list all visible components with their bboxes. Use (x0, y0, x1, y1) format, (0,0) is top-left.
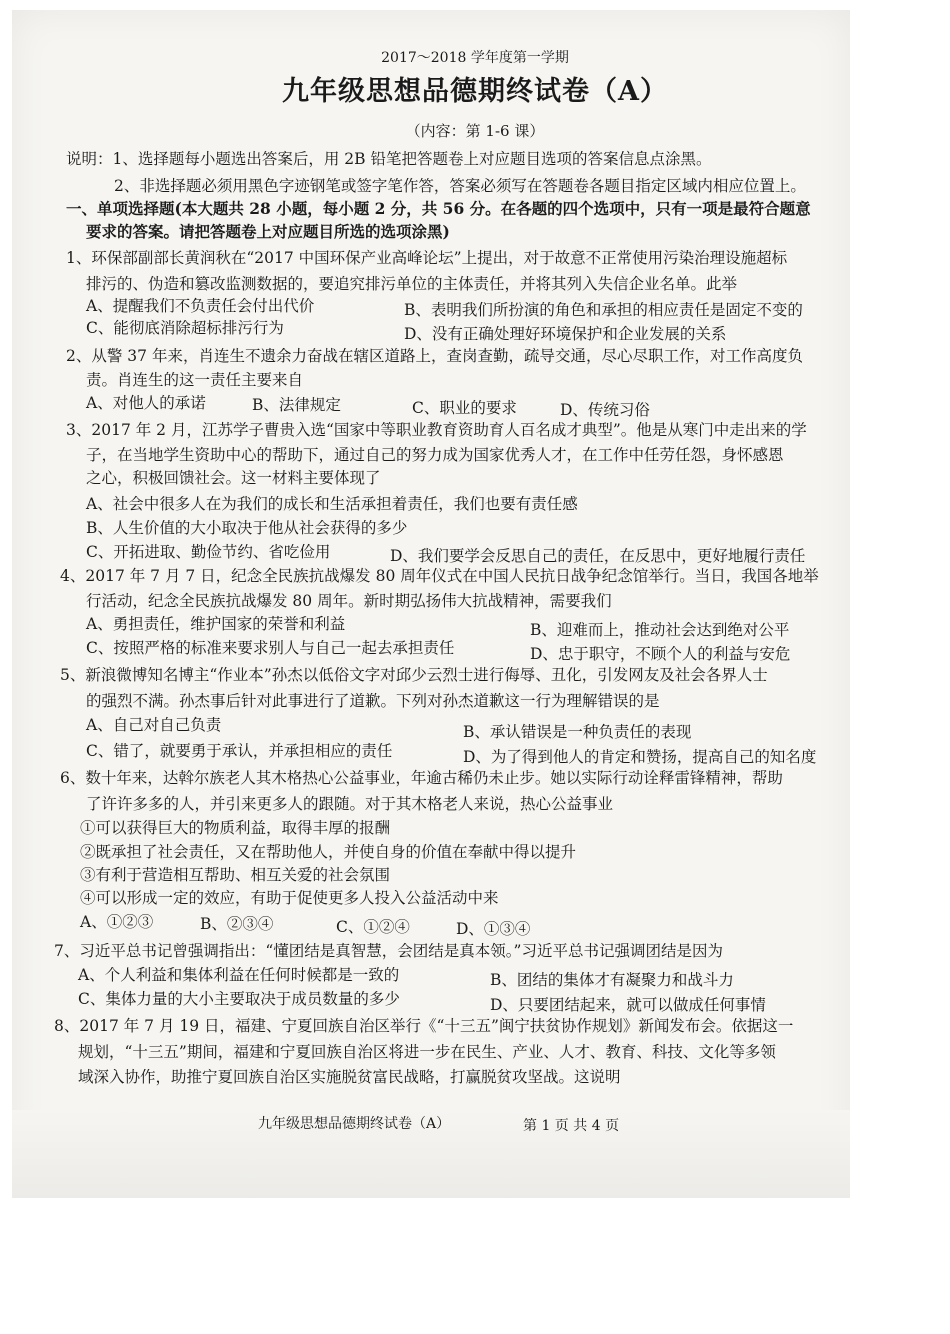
question-8-stem-1: 8、2017 年 7 月 19 日，福建、宁夏回族自治区举行《“十三五”闽宁扶贫协作规划》新闻发布会。依据这一 (54, 1017, 794, 1035)
question-4-option-c: C、按照严格的标准来要求别人与自己一起去承担责任 (86, 639, 455, 657)
question-3-option-d: D、我们要学会反思自己的责任，在反思中，更好地履行责任 (390, 547, 806, 565)
question-4-option-b: B、迎难而上，推动社会达到绝对公平 (530, 621, 790, 639)
question-3-option-b: B、人生价值的大小取决于他从社会获得的多少 (86, 519, 408, 537)
question-1-option-a: A、提醒我们不负责任会付出代价 (86, 297, 315, 315)
question-6-statement-1: ①可以获得巨大的物质利益，取得丰厚的报酬 (80, 819, 391, 837)
question-8-stem-2: 规划，“十三五”期间，福建和宁夏回族自治区将进一步在民生、产业、人才、教育、科技、文化等多领 (78, 1043, 776, 1061)
question-2-stem-1: 2、从警 37 年来，肖连生不遗余力奋战在辖区道路上，查岗查勤，疏导交通，尽心尽职工作，对工作高度负 (66, 347, 803, 365)
question-7-stem-1: 7、习近平总书记曾强调指出：“懂团结是真智慧，会团结是真本领。”习近平总书记强调团结是因为 (54, 942, 723, 960)
question-8-stem-3: 域深入协作，助推宁夏回族自治区实施脱贫富民战略，打赢脱贫攻坚战。这说明 (78, 1068, 621, 1086)
question-7-option-a: A、个人利益和集体利益在任何时候都是一致的 (78, 966, 400, 984)
instruction-line-1: 说明：1、选择题每小题选出答案后，用 2B 铅笔把答题卷上对应题目选项的答案信息点涂黑。 (66, 150, 712, 168)
question-5-stem-2: 的强烈不满。孙杰事后针对此事进行了道歉。下列对孙杰道歉这一行为理解错误的是 (86, 692, 660, 710)
question-4-option-d: D、忠于职守，不顾个人的利益与安危 (530, 645, 791, 663)
question-2-option-a: A、对他人的承诺 (86, 394, 206, 412)
question-3-stem-2: 子，在当地学生资助中心的帮助下，通过自己的努力成为国家优秀人才，在工作中任劳任怨，身怀感恩 (86, 446, 784, 464)
question-5-option-d: D、为了得到他人的肯定和赞扬，提高自己的知名度 (463, 748, 817, 766)
question-6-option-c: C、①②④ (336, 918, 410, 936)
term-line: 2017～2018 学年度第一学期 (381, 50, 569, 66)
question-2-stem-2: 责。肖连生的这一责任主要来自 (86, 371, 304, 389)
question-6-option-a: A、①②③ (80, 913, 154, 931)
content-scope: （内容：第 1-6 课） (405, 122, 545, 140)
question-1-stem-1: 1、环保部副部长黄润秋在“2017 中国环保产业高峰论坛”上提出，对于故意不正常使用污染治理设施超标 (66, 249, 788, 267)
question-6-stem-1: 6、数十年来，达斡尔族老人其木格热心公益事业，年逾古稀仍未止步。她以实际行动诠释雷锋精神，帮助 (60, 769, 783, 787)
question-1-option-d: D、没有正确处理好环境保护和企业发展的关系 (404, 325, 727, 343)
section-heading-2: 要求的答案。请把答题卷上对应题目所选的选项涂黑) (86, 222, 450, 241)
question-6-statement-3: ③有利于营造相互帮助、相互关爱的社会氛围 (80, 866, 391, 884)
page-number: 第 1 页 共 4 页 (523, 1118, 620, 1134)
question-6-statement-2: ②既承担了社会责任，又在帮助他人，并使自身的价值在奉献中得以提升 (80, 843, 577, 861)
question-4-stem-2: 行活动，纪念全民族抗战爆发 80 周年。新时期弘扬伟大抗战精神，需要我们 (86, 592, 612, 610)
question-1-option-b: B、表明我们所扮演的角色和承担的相应责任是固定不变的 (404, 301, 803, 319)
question-5-stem-1: 5、新浪微博知名博主“作业本”孙杰以低俗文字对邱少云烈士进行侮辱、丑化，引发网友及社会各界人士 (60, 666, 768, 684)
question-5-option-c: C、错了，就要勇于承认，并承担相应的责任 (86, 742, 393, 760)
exam-title: 九年级思想品德期终试卷（A） (282, 76, 668, 107)
question-2-option-d: D、传统习俗 (560, 401, 650, 419)
question-6-statement-4: ④可以形成一定的效应，有助于促使更多人投入公益活动中来 (80, 889, 499, 907)
footer-title: 九年级思想品德期终试卷（A） (258, 1116, 451, 1132)
question-7-option-c: C、集体力量的大小主要取决于成员数量的多少 (78, 990, 400, 1008)
question-6-option-b: B、②③④ (200, 915, 274, 933)
question-4-stem-1: 4、2017 年 7 月 7 日，纪念全民族抗战爆发 80 周年仪式在中国人民抗日战争纪念馆举行。当日，我国各地举 (60, 567, 819, 585)
question-3-option-a: A、社会中很多人在为我们的成长和生活承担着责任，我们也要有责任感 (86, 495, 578, 513)
question-1-stem-2: 排污的、伪造和篡改监测数据的，要追究排污单位的主体责任，并将其列入失信企业名单。此举 (86, 275, 738, 293)
instruction-line-2: 2、非选择题必须用黑色字迹钢笔或签字笔作答，答案必须写在答题卷各题目指定区域内相应位置上。 (114, 177, 806, 195)
question-7-option-d: D、只要团结起来，就可以做成任何事情 (490, 996, 766, 1014)
question-1-option-c: C、能彻底消除超标排污行为 (86, 319, 284, 337)
question-3-stem-1: 3、2017 年 2 月，江苏学子曹贵入选“国家中等职业教育资助育人百名成才典型”。他是从寒门中走出来的学 (66, 421, 807, 439)
question-5-option-a: A、自己对自己负责 (86, 716, 222, 734)
question-7-option-b: B、团结的集体才有凝聚力和战斗力 (490, 971, 734, 989)
section-heading-1: 一、单项选择题(本大题共 28 小题，每小题 2 分，共 56 分。在各题的四个选项中，只有一项是最符合题意 (66, 199, 811, 218)
question-6-stem-2: 了许许多多的人，并引来更多人的跟随。对于其木格老人来说，热心公益事业 (86, 795, 614, 813)
question-3-stem-3: 之心，积极回馈社会。这一材料主要体现了 (86, 469, 381, 487)
question-2-option-c: C、职业的要求 (412, 399, 517, 417)
question-5-option-b: B、承认错误是一种负责任的表现 (463, 723, 692, 741)
question-3-option-c: C、开拓进取、勤俭节约、省吃俭用 (86, 543, 331, 561)
question-6-option-d: D、①③④ (456, 920, 531, 938)
question-2-option-b: B、法律规定 (252, 396, 341, 414)
question-4-option-a: A、勇担责任，维护国家的荣誉和利益 (86, 615, 346, 633)
